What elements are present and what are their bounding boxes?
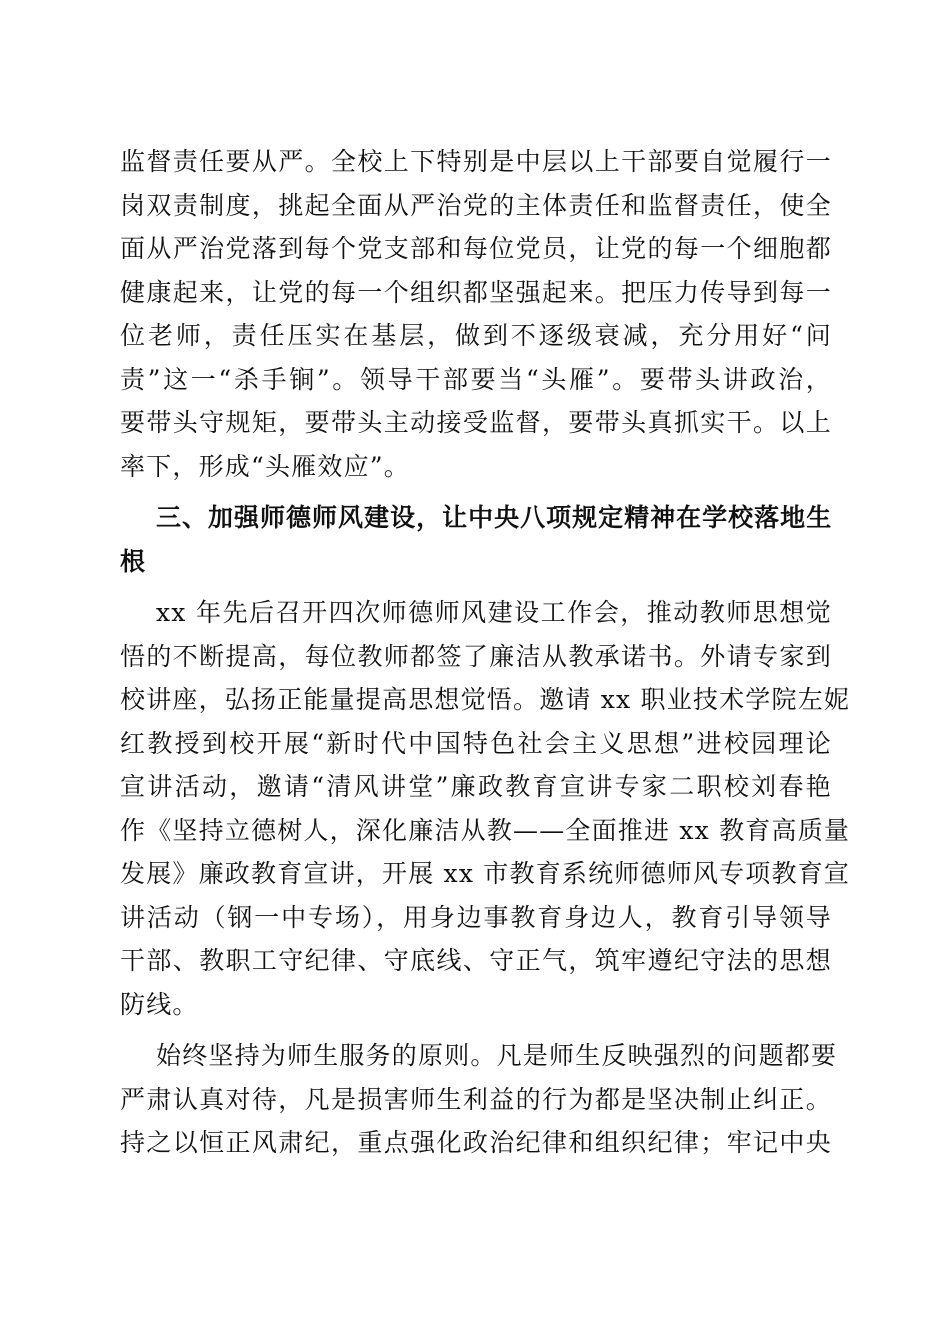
text-line: 严肃认真对待，凡是损害师生利益的行为都是坚决制止纠正。 (120, 1084, 832, 1114)
section-heading (120, 496, 832, 583)
text-line: xx 年先后召开四次师德师风建设工作会，推动教师思想觉 (156, 598, 832, 627)
text-line: 干部、教职工守纪律、守底线、守正气，筑牢遵纪守法的思想 (120, 946, 832, 975)
text-line: 监督责任要从严。全校上下特别是中层以上干部要自觉履行一 (120, 147, 832, 176)
document-page (120, 140, 851, 1165)
text-line: 健康起来，让党的每一个组织都坚强起来。把压力传导到每一 (120, 277, 832, 307)
text-line: 率下，形成“头雁效应”。 (120, 451, 410, 481)
text-line: 校讲座，弘扬正能量提高思想觉悟。邀请 xx 职业技术学院左妮 (120, 685, 851, 714)
paragraph-supervision (120, 140, 832, 488)
text-line: 要带头守规矩，要带头主动接受监督，要带头真抓实干。以上 (120, 408, 832, 437)
text-line: 责”这一“杀手锏”。领导干部要当“头雁”。要带头讲政治， (120, 364, 832, 394)
heading-line: 三、加强师德师风建设，让中央八项规定精神在学校落地生 (156, 503, 832, 532)
text-line: 讲活动（钢一中专场），用身边事教育身边人，教育引导领导 (120, 902, 832, 932)
text-line: 悟的不断提高，每位教师都签了廉洁从教承诺书。外请专家到 (120, 641, 832, 671)
text-line: 宣讲活动，邀请“清风讲堂”廉政教育宣讲专家二职校刘春艳 (120, 772, 832, 801)
paragraph-ethics (120, 591, 851, 1026)
heading-line: 根 (120, 546, 146, 576)
text-line: 面从严治党落到每个党支部和每位党员，让党的每一个细胞都 (120, 234, 832, 263)
text-line: 位老师，责任压实在基层，做到不逐级衰减，充分用好“问 (120, 321, 832, 350)
text-line: 岗双责制度，挑起全面从严治党的主体责任和监督责任，使全 (120, 190, 832, 220)
text-line: 防线。 (120, 989, 199, 1019)
text-line: 持之以恒正风肃纪，重点强化政治纪律和组织纪律；牢记中央 (120, 1128, 832, 1157)
text-line: 始终坚持为师生服务的原则。凡是师生反映强烈的问题都要 (156, 1041, 838, 1070)
text-line: 发展》廉政教育宣讲，开展 xx 市教育系统师德师风专项教育宣 (120, 859, 851, 888)
paragraph-service (120, 1034, 838, 1165)
text-line: 作《坚持立德树人，深化廉洁从教——全面推进 xx 教育高质量 (120, 815, 851, 845)
text-line: 红教授到校开展“新时代中国特色社会主义思想”进校园理论 (120, 728, 832, 758)
